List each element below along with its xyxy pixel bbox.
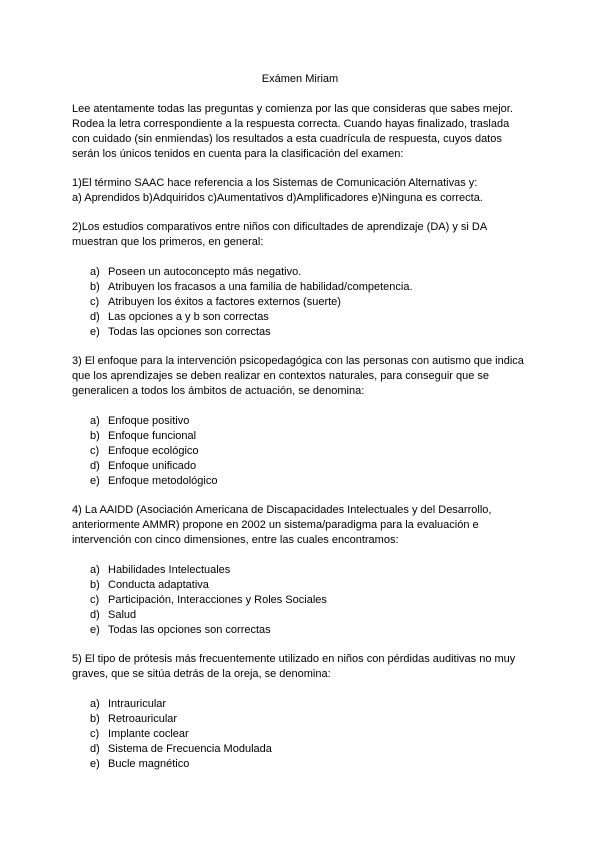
option-text: Intrauricular (108, 698, 167, 710)
answer-options-list (72, 265, 528, 340)
option-text: Las opciones a y b son correctas (108, 311, 269, 323)
answer-option (72, 563, 528, 578)
option-letter: c) (90, 296, 100, 308)
answer-option (72, 697, 528, 712)
answer-option (72, 757, 528, 772)
option-letter: d) (90, 743, 100, 755)
answer-option (72, 623, 528, 638)
option-letter: e) (90, 326, 100, 338)
option-text: Enfoque unificado (108, 460, 197, 472)
question-5 (72, 652, 528, 772)
answer-option (72, 310, 528, 325)
option-text: Todas las opciones son correctas (108, 624, 271, 636)
option-letter: d) (90, 609, 100, 621)
option-letter: e) (90, 475, 100, 487)
answer-option (72, 414, 528, 429)
option-text: Conducta adaptativa (108, 579, 209, 591)
option-text: Todas las opciones son correctas (108, 326, 271, 338)
option-letter: e) (90, 758, 100, 770)
answer-option (72, 578, 528, 593)
option-letter: d) (90, 311, 100, 323)
option-letter: a) (90, 415, 100, 427)
option-text: Bucle magnético (108, 758, 190, 770)
answer-option (72, 474, 528, 489)
answer-options-list (72, 414, 528, 489)
option-letter: a) (90, 564, 100, 576)
option-text: Salud (108, 609, 137, 621)
option-text: Implante coclear (108, 728, 189, 740)
answer-options-list (72, 563, 528, 638)
option-text: Retroauricular (108, 713, 178, 725)
option-letter: b) (90, 579, 100, 591)
question-4 (72, 503, 528, 638)
answer-option (72, 280, 528, 295)
option-text: Enfoque ecológico (108, 445, 199, 457)
question-text: 2)Los estudios comparativos entre niños con dificultades de aprendizaje (DA) y si DA muestran que los primeros, en general: (72, 221, 487, 248)
question-text: 5) El tipo de prótesis más frecuentemente utilizado en niños con pérdidas auditivas no muy graves, que se sitúa detrás de la oreja, se denomina: (72, 653, 516, 680)
option-text: Sistema de Frecuencia Modulada (108, 743, 272, 755)
option-letter: e) (90, 624, 100, 636)
option-letter: c) (90, 594, 100, 606)
option-text: Poseen un autoconcepto más negativo. (108, 266, 302, 278)
option-letter: c) (90, 445, 100, 457)
answer-option (72, 593, 528, 608)
answer-option (72, 712, 528, 727)
answer-option (72, 459, 528, 474)
answer-option (72, 444, 528, 459)
option-letter: b) (90, 430, 100, 442)
question-2 (72, 220, 528, 340)
question-text: 4) La AAIDD (Asociación Americana de Discapacidades Intelectuales y del Desarrollo, anteriormente AMMR) propone en 2002 un sistema/paradigma para la evaluación e intervención con cinco dimensiones, entre las cuales encontramos: (72, 504, 492, 546)
answer-option (72, 265, 528, 280)
option-text: Enfoque metodológico (108, 475, 218, 487)
option-letter: a) (90, 266, 100, 278)
option-letter: d) (90, 460, 100, 472)
answer-options-list (72, 697, 528, 772)
question-text: 3) El enfoque para la intervención psicopedagógica con las personas con autismo que indica que los aprendizajes se deben realizar en contextos naturales, para conseguir que se generalicen a todos los ámbitos de actuación, se denomina: (72, 355, 524, 397)
option-letter: b) (90, 281, 100, 293)
answer-option (72, 429, 528, 444)
option-text: Enfoque positivo (108, 415, 190, 427)
answer-option (72, 608, 528, 623)
option-text: Atribuyen los fracasos a una familia de habilidad/competencia. (108, 281, 413, 293)
answer-option (72, 742, 528, 757)
inline-answer-options: a) Aprendidos b)Adquiridos c)Aumentativos d)Amplificadores e)Ninguna es correcta. (72, 192, 483, 204)
option-text: Enfoque funcional (108, 430, 197, 442)
option-letter: b) (90, 713, 100, 725)
option-letter: a) (90, 698, 100, 710)
option-letter: c) (90, 728, 100, 740)
answer-option (72, 325, 528, 340)
document-title: Exámen Miriam (261, 73, 339, 85)
question-text: 1)El término SAAC hace referencia a los Sistemas de Comunicación Alternativas y: (72, 177, 478, 189)
answer-option (72, 295, 528, 310)
answer-option (72, 727, 528, 742)
option-text: Participación, Interacciones y Roles Sociales (108, 594, 327, 606)
instructions-paragraph: Lee atentamente todas las preguntas y comienza por las que consideras que sabes mejor. Rodea la letra correspondiente a la respuesta correcta. Cuando hayas finalizado, traslada con cuidado (sin enmiendas) los resultados a esta cuadrícula de respuesta, cuyos datos serán los únicos tenidos en cuenta para la clasificación del examen: (72, 103, 513, 160)
option-text: Habilidades Intelectuales (108, 564, 231, 576)
option-text: Atribuyen los éxitos a factores externos (suerte) (108, 296, 341, 308)
question-3 (72, 354, 528, 489)
question-1 (72, 176, 528, 206)
